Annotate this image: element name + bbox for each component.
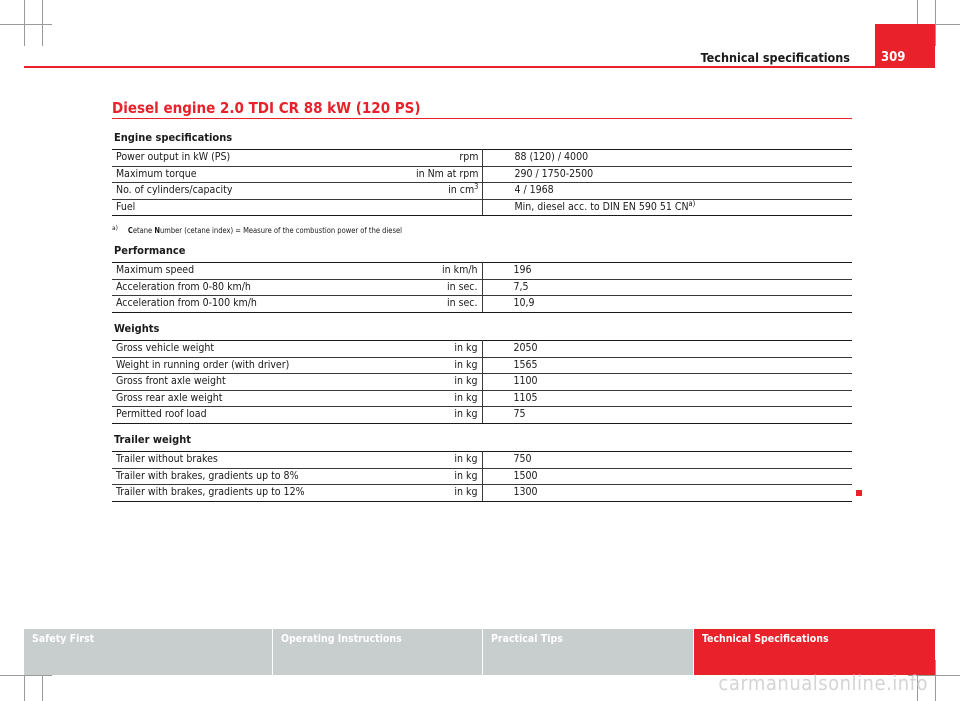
row-value: 75 (482, 407, 852, 424)
section-title: Diesel engine 2.0 TDI CR 88 kW (120 PS) (112, 99, 421, 117)
performance-heading: Performance (114, 244, 186, 257)
row-label: Power output in kW (PS) (112, 150, 412, 167)
row-unit (412, 183, 483, 200)
row-label: Acceleration from 0-80 km/h (112, 279, 412, 296)
crop-mark (0, 24, 52, 25)
row-value: 2050 (482, 341, 852, 358)
crop-mark (24, 0, 25, 46)
footnote-text: umber (cetane index) = Measure of the combustion power of the diesel (160, 226, 403, 235)
footer-tab-practical-tips[interactable] (483, 629, 694, 675)
footer-nav (24, 629, 935, 675)
row-value: 750 (482, 452, 852, 469)
row-unit: in sec. (412, 279, 482, 296)
footer-tab-label: Safety First (32, 633, 95, 645)
table-row (112, 296, 852, 313)
footnote-bold-c: C (127, 226, 133, 235)
row-value: 10,9 (482, 296, 852, 313)
table-row (112, 279, 852, 296)
footnote-bold-n: N (154, 226, 160, 235)
row-unit: in km/h (412, 263, 482, 280)
watermark: carmanualsonline.info (718, 671, 928, 695)
row-value: 196 (482, 263, 852, 280)
row-label: Maximum speed (112, 263, 412, 280)
row-label: Gross front axle weight (112, 374, 412, 391)
row-unit: in Nm at rpm (412, 166, 483, 183)
footnote-mark: a) (112, 224, 118, 232)
crop-mark (935, 660, 936, 701)
row-value: 290 / 1750-2500 (483, 166, 852, 183)
table-row (112, 374, 852, 391)
table-row (112, 341, 852, 358)
engine-table (112, 149, 852, 216)
footer-tab-safety-first[interactable] (24, 629, 273, 675)
row-label: Maximum torque (112, 166, 412, 183)
row-unit: in kg (412, 452, 482, 469)
footnote-ref: a) (688, 198, 696, 208)
row-label: Weight in running order (with driver) (112, 357, 412, 374)
row-value: 1565 (482, 357, 852, 374)
section-end-marker (856, 490, 862, 496)
row-unit: in kg (412, 357, 482, 374)
row-label: Trailer with brakes, gradients up to 8% (112, 468, 412, 485)
trailer-table (112, 451, 852, 502)
footer-tab-label: Operating Instructions (281, 633, 402, 645)
row-value: 4 / 1968 (483, 183, 852, 200)
row-unit: in kg (412, 468, 482, 485)
table-row (112, 183, 852, 200)
table-row (112, 199, 852, 216)
table-row (112, 263, 852, 280)
footnote-text: etane (132, 226, 155, 235)
row-unit: in kg (412, 374, 482, 391)
performance-table (112, 262, 852, 313)
table-row (112, 150, 852, 167)
row-label: Fuel (112, 199, 412, 216)
table-row (112, 485, 852, 502)
row-label: Trailer without brakes (112, 452, 412, 469)
crop-mark (42, 0, 43, 46)
row-label: Gross vehicle weight (112, 341, 412, 358)
row-value: 1300 (482, 485, 852, 502)
footer-tab-operating-instructions[interactable] (273, 629, 483, 675)
row-unit: in kg (412, 407, 482, 424)
row-label: Acceleration from 0-100 km/h (112, 296, 412, 313)
footnote (112, 224, 402, 235)
engine-heading: Engine specifications (114, 131, 233, 144)
table-row (112, 407, 852, 424)
row-unit: in sec. (412, 296, 482, 313)
row-unit: in kg (412, 485, 482, 502)
value-text: Min, diesel acc. to DIN EN 590 51 CN (514, 200, 689, 213)
row-value: 7,5 (482, 279, 852, 296)
unit-text: in cm (448, 184, 475, 197)
page-number-tab (875, 24, 935, 68)
footer-tab-label: Technical Specifications (702, 633, 829, 645)
row-label: No. of cylinders/capacity (112, 183, 412, 200)
page-number: 309 (881, 50, 906, 65)
footer-tab-label: Practical Tips (491, 633, 563, 645)
table-row (112, 452, 852, 469)
unit-superscript: 3 (474, 182, 479, 192)
table-row (112, 357, 852, 374)
crop-mark (935, 0, 936, 46)
table-row (112, 390, 852, 407)
row-unit: rpm (412, 150, 483, 167)
row-value (483, 199, 852, 216)
row-value: 88 (120) / 4000 (483, 150, 852, 167)
row-label: Permitted roof load (112, 407, 412, 424)
row-label: Trailer with brakes, gradients up to 12% (112, 485, 412, 502)
row-unit: in kg (412, 390, 482, 407)
weights-heading: Weights (114, 322, 160, 335)
row-unit (412, 199, 483, 216)
running-header: Technical specifications (700, 50, 850, 65)
row-value: 1105 (482, 390, 852, 407)
table-row (112, 468, 852, 485)
trailer-heading: Trailer weight (114, 433, 192, 446)
row-value: 1100 (482, 374, 852, 391)
table-row (112, 166, 852, 183)
crop-mark (0, 675, 52, 676)
section-rule (112, 118, 852, 119)
header-rule (24, 66, 935, 68)
row-value: 1500 (482, 468, 852, 485)
row-label: Gross rear axle weight (112, 390, 412, 407)
weights-table (112, 340, 852, 424)
footer-tab-technical-specifications[interactable] (694, 629, 935, 675)
row-unit: in kg (412, 341, 482, 358)
